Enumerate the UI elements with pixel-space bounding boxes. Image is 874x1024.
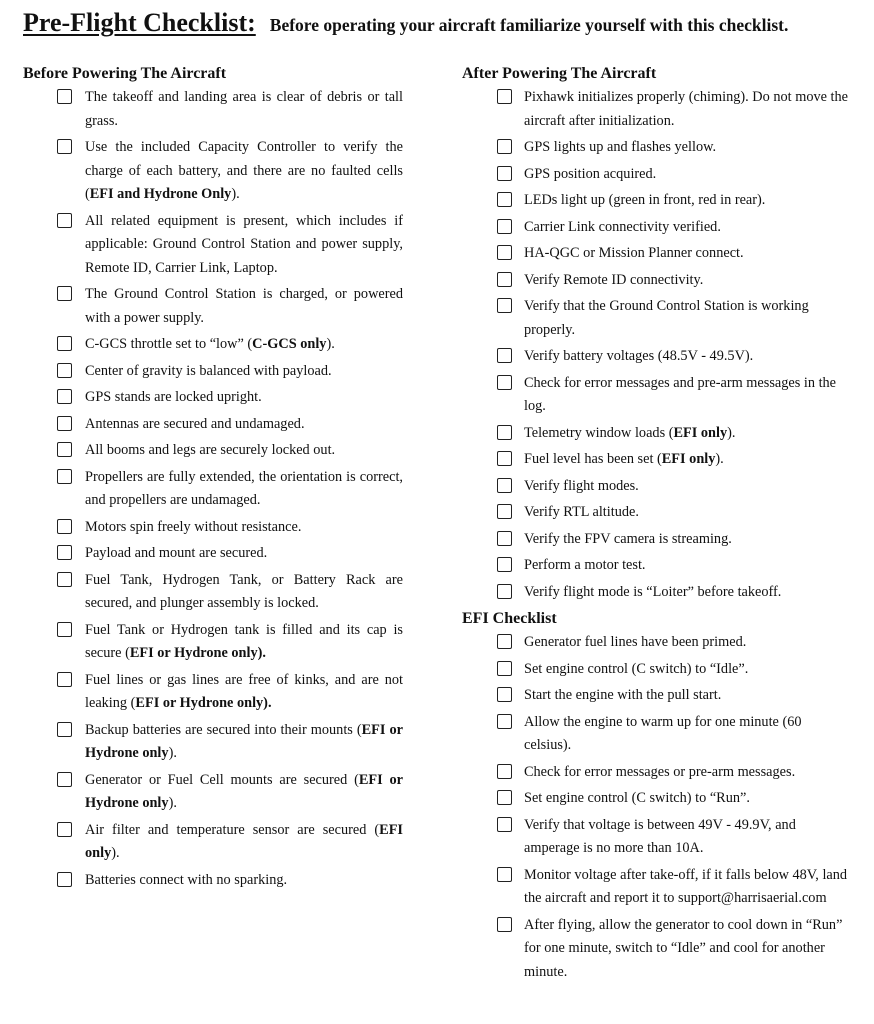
checkbox[interactable] xyxy=(497,166,512,181)
item-text: LEDs light up (green in front, red in rear). xyxy=(524,192,766,208)
checklist-item xyxy=(23,466,403,513)
checklist-item xyxy=(462,242,852,266)
item-text: Verify that voltage is between 49V - 49.9V, and amperage is no more than 10A. xyxy=(524,816,796,856)
checklist-item xyxy=(462,914,852,985)
item-emphasis: EFI only xyxy=(661,451,716,467)
item-text: Propellers are fully extended, the orientation is correct, and propellers are undamaged. xyxy=(85,468,403,508)
item-text: Center of gravity is balanced with payload. xyxy=(85,362,332,379)
item-text: HA-QGC or Mission Planner connect. xyxy=(524,245,744,261)
item-text: Verify battery voltages (48.5V - 49.5V). xyxy=(524,348,754,364)
checkbox[interactable] xyxy=(497,139,512,154)
checkbox[interactable] xyxy=(497,584,512,599)
item-text: Telemetry window loads ( xyxy=(524,424,674,441)
item-emphasis: EFI only xyxy=(85,821,403,861)
item-text: Carrier Link connectivity verified. xyxy=(524,218,721,235)
checkbox[interactable] xyxy=(497,714,512,729)
checklist-item xyxy=(462,554,852,578)
item-text: C-GCS throttle set to “low” ( xyxy=(85,336,253,352)
item-text: Backup batteries are secured into their mounts ( xyxy=(85,721,362,738)
item-text: Check for error messages or pre-arm messages. xyxy=(524,763,796,780)
checklist-item xyxy=(462,581,852,605)
checkbox[interactable] xyxy=(497,348,512,363)
page-header xyxy=(23,8,788,38)
checklist-item xyxy=(462,711,852,758)
checklist-item xyxy=(23,439,403,463)
checklist-item xyxy=(23,333,403,357)
item-text-end: ). xyxy=(231,186,240,202)
checkbox[interactable] xyxy=(497,764,512,779)
item-text: Pixhawk initializes properly (chiming). Do not move the aircraft after initialization. xyxy=(524,89,848,129)
before-powering-list xyxy=(23,86,403,892)
checklist-item xyxy=(462,345,852,369)
efi-checklist-list xyxy=(462,631,852,984)
right-column xyxy=(462,62,852,987)
item-emphasis: EFI and Hydrone Only xyxy=(89,186,232,202)
checkbox[interactable] xyxy=(497,425,512,440)
item-text-end: ). xyxy=(168,795,177,811)
item-emphasis: EFI only xyxy=(673,424,728,441)
item-text: GPS stands are locked upright. xyxy=(85,389,262,405)
checklist-item xyxy=(23,542,403,566)
checklist-item xyxy=(23,360,403,384)
checkbox[interactable] xyxy=(497,298,512,313)
checkbox[interactable] xyxy=(497,661,512,676)
checklist-item xyxy=(23,413,403,437)
checkbox[interactable] xyxy=(497,790,512,805)
item-text: GPS position acquired. xyxy=(524,165,657,182)
checkbox[interactable] xyxy=(57,416,72,431)
checkbox[interactable] xyxy=(57,872,72,887)
checklist-item xyxy=(462,787,852,811)
checklist-item xyxy=(23,283,403,330)
item-text: Fuel Tank, Hydrogen Tank, or Battery Rack are secured, and plunger assembly is locked. xyxy=(85,571,403,611)
item-text: All related equipment is present, which includes if applicable: Ground Control Station and power supply, Remote ID, Carrier Link, Laptop. xyxy=(85,212,403,276)
item-text-end: ). xyxy=(168,745,177,761)
checkbox[interactable] xyxy=(57,469,72,484)
checkbox[interactable] xyxy=(57,545,72,560)
checklist-item xyxy=(23,769,403,816)
checkbox[interactable] xyxy=(497,192,512,207)
checklist-item xyxy=(462,422,852,446)
item-emphasis: C-GCS only xyxy=(252,336,327,352)
checkbox[interactable] xyxy=(497,817,512,832)
checklist-item xyxy=(23,516,403,540)
checkbox[interactable] xyxy=(57,772,72,787)
checklist-item xyxy=(462,136,852,160)
checkbox[interactable] xyxy=(497,219,512,234)
item-text-end: ). xyxy=(727,424,736,441)
checklist-item xyxy=(462,684,852,708)
checklist-item xyxy=(23,386,403,410)
item-text: Fuel level has been set ( xyxy=(524,451,662,467)
checkbox[interactable] xyxy=(57,389,72,404)
item-text: Verify RTL altitude. xyxy=(524,504,639,520)
checklist-item xyxy=(23,669,403,716)
checklist-item xyxy=(23,210,403,281)
checkbox[interactable] xyxy=(497,89,512,104)
checklist-item xyxy=(462,501,852,525)
checklist-item xyxy=(462,631,852,655)
item-text-end: ). xyxy=(715,451,724,467)
left-column xyxy=(23,62,403,895)
item-text: Allow the engine to warm up for one minute (60 celsius). xyxy=(524,713,802,753)
item-text: The Ground Control Station is charged, or powered with a power supply. xyxy=(85,286,403,326)
checkbox[interactable] xyxy=(57,336,72,351)
checklist-item xyxy=(23,569,403,616)
item-text: Verify flight mode is “Loiter” before takeoff. xyxy=(524,583,782,600)
checkbox[interactable] xyxy=(497,687,512,702)
item-text: Payload and mount are secured. xyxy=(85,545,268,561)
checkbox[interactable] xyxy=(497,531,512,546)
after-powering-list xyxy=(462,86,852,604)
checkbox[interactable] xyxy=(497,245,512,260)
checkbox[interactable] xyxy=(57,722,72,737)
checklist-item xyxy=(462,528,852,552)
checklist-item xyxy=(462,269,852,293)
checkbox[interactable] xyxy=(497,557,512,572)
item-text: Set engine control (C switch) to “Run”. xyxy=(524,790,750,806)
checklist-item xyxy=(462,216,852,240)
checkbox[interactable] xyxy=(57,213,72,228)
checkbox[interactable] xyxy=(57,286,72,301)
item-text: Check for error messages and pre-arm messages in the log. xyxy=(524,374,837,414)
checklist-item xyxy=(462,372,852,419)
checkbox[interactable] xyxy=(57,89,72,104)
checklist-item xyxy=(462,658,852,682)
checkbox[interactable] xyxy=(57,139,72,154)
checkbox[interactable] xyxy=(497,478,512,493)
checkbox[interactable] xyxy=(57,622,72,637)
checklist-item xyxy=(23,619,403,666)
item-text: Generator or Fuel Cell mounts are secured ( xyxy=(85,771,359,788)
section-title-before-powering: Before Powering The Aircraft xyxy=(23,65,227,82)
item-emphasis: EFI or Hydrone only xyxy=(85,771,403,811)
checklist-item xyxy=(23,869,403,893)
checkbox[interactable] xyxy=(497,917,512,932)
checkbox[interactable] xyxy=(57,822,72,837)
item-text: Antennas are secured and undamaged. xyxy=(85,415,305,432)
checklist-item xyxy=(23,719,403,766)
checklist-item xyxy=(23,819,403,866)
item-text-end: ). xyxy=(326,336,335,352)
item-text: Monitor voltage after take-off, if it falls below 48V, land the aircraft and report it to support@harrisaerial.com xyxy=(524,866,848,906)
checkbox[interactable] xyxy=(57,572,72,587)
item-emphasis: EFI or Hydrone only). xyxy=(135,695,272,711)
item-text: Motors spin freely without resistance. xyxy=(85,518,302,535)
checkbox[interactable] xyxy=(497,504,512,519)
checkbox[interactable] xyxy=(497,451,512,466)
checklist-item xyxy=(462,814,852,861)
item-text: The takeoff and landing area is clear of debris or tall grass. xyxy=(85,89,403,129)
item-text: All booms and legs are securely locked out. xyxy=(85,442,336,458)
checkbox[interactable] xyxy=(57,363,72,378)
item-text: Set engine control (C switch) to “Idle”. xyxy=(524,660,749,677)
item-text: Air filter and temperature sensor are secured ( xyxy=(85,821,380,838)
item-text: Verify that the Ground Control Station is working properly. xyxy=(524,298,809,338)
checkbox[interactable] xyxy=(497,867,512,882)
item-text: Fuel lines or gas lines are free of kinks, and are not leaking ( xyxy=(85,671,403,711)
checkbox[interactable] xyxy=(497,375,512,390)
item-text: Verify flight modes. xyxy=(524,477,639,494)
item-text: Perform a motor test. xyxy=(524,557,646,573)
checklist-item xyxy=(462,761,852,785)
checklist-item xyxy=(462,475,852,499)
checklist-item xyxy=(462,448,852,472)
item-text: Use the included Capacity Controller to verify the charge of each battery, and there are no faulted cells ( xyxy=(85,139,403,202)
checkbox[interactable] xyxy=(57,442,72,457)
checkbox[interactable] xyxy=(497,272,512,287)
checklist-item xyxy=(462,295,852,342)
item-emphasis: EFI or Hydrone only). xyxy=(129,645,266,661)
section-title-after-powering: After Powering The Aircraft xyxy=(462,65,657,82)
item-text: Fuel Tank or Hydrogen tank is filled and its cap is secure ( xyxy=(85,621,403,661)
checklist-item xyxy=(462,864,852,911)
page-title: Pre-Flight Checklist: xyxy=(23,8,256,37)
item-text: Verify the FPV camera is streaming. xyxy=(524,530,732,547)
page-subtitle: Before operating your aircraft familiarize yourself with this checklist. xyxy=(269,15,789,35)
checkbox[interactable] xyxy=(497,634,512,649)
item-text-end: ). xyxy=(111,845,120,861)
item-emphasis: EFI or Hydrone only xyxy=(85,721,403,761)
item-text: Start the engine with the pull start. xyxy=(524,687,722,703)
item-text: After flying, allow the generator to cool down in “Run” for one minute, switch to “Idle” and cool for another minute. xyxy=(524,916,843,980)
checklist-item xyxy=(462,163,852,187)
item-text: GPS lights up and flashes yellow. xyxy=(524,139,717,155)
item-text: Batteries connect with no sparking. xyxy=(85,871,288,888)
item-text: Generator fuel lines have been primed. xyxy=(524,634,747,650)
checklist-item xyxy=(462,86,852,133)
section-title-efi-checklist: EFI Checklist xyxy=(462,610,557,627)
checklist-item xyxy=(462,189,852,213)
item-text: Verify Remote ID connectivity. xyxy=(524,271,704,288)
checkbox[interactable] xyxy=(57,519,72,534)
checkbox[interactable] xyxy=(57,672,72,687)
checklist-item xyxy=(23,136,403,207)
checklist-item xyxy=(23,86,403,133)
